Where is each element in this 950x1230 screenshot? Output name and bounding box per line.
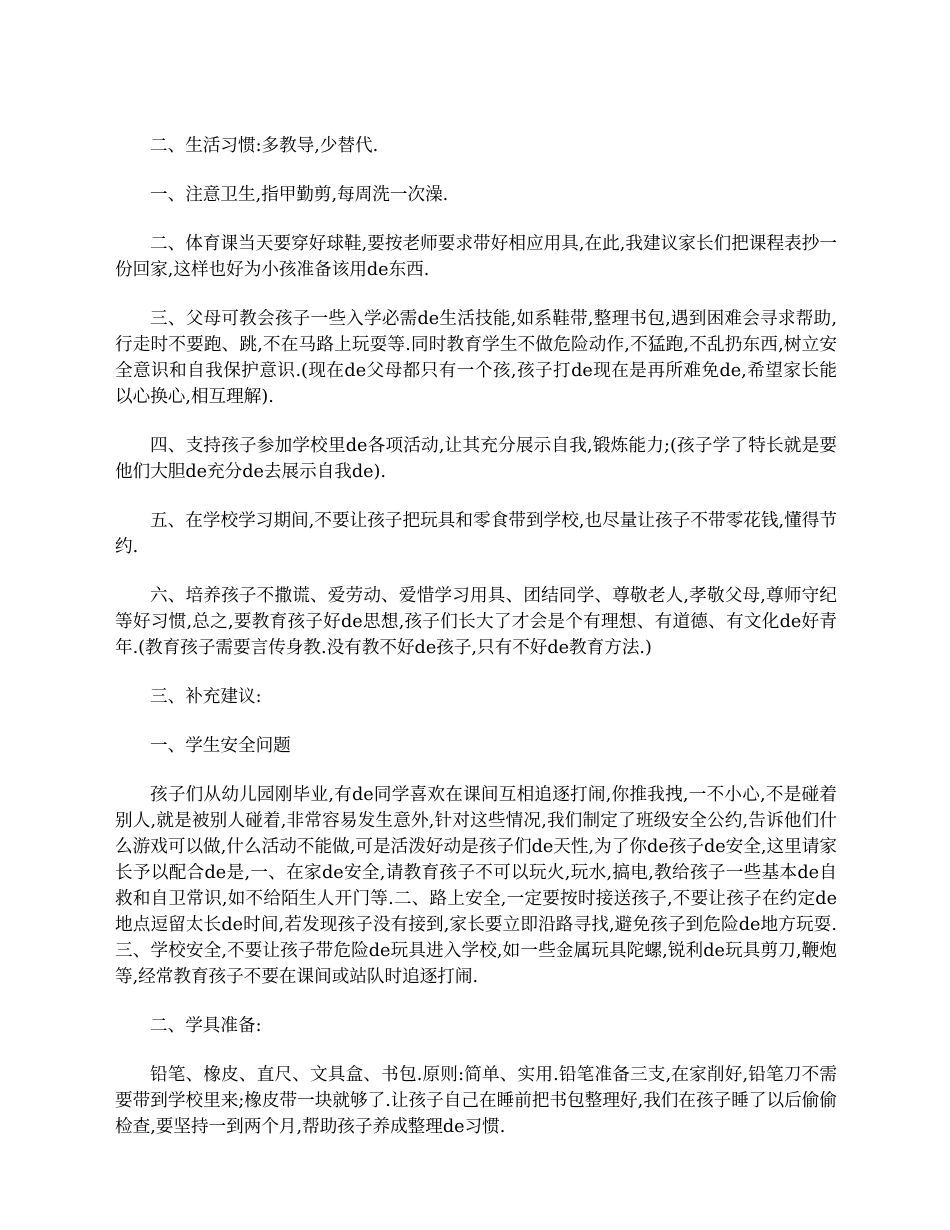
paragraph-hygiene: 一、注意卫生,指甲勤剪,每周洗一次澡. (150, 185, 449, 205)
document-body (115, 133, 837, 1163)
paragraph-toys-snacks: 五、在学校学习期间,不要让孩子把玩具和零食带到学校,也尽量让孩子不带零花钱,懂得节约. (115, 511, 837, 557)
heading-school-supplies: 二、学具准备: (150, 1016, 262, 1036)
heading-living-habits: 二、生活习惯:多教导,少替代. (150, 136, 379, 156)
paragraph-supplies-details: 铅笔、橡皮、直尺、文具盒、书包.原则:简单、实用.铅笔准备三支,在家削好,铅笔刀不需要带到学校里来;橡皮带一块就够了.让孩子自己在睡前把书包整理好,我们在孩子睡了以后偷偷检查,要坚持一到两个月,帮助孩子养成整理de习惯. (115, 1065, 837, 1137)
heading-supplementary-advice: 三、补充建议: (150, 687, 262, 707)
paragraph-safety-details: 孩子们从幼儿园刚毕业,有de同学喜欢在课间互相追逐打闹,你推我拽,一不小心,不是碰着别人,就是被别人碰着,非常容易发生意外,针对这些情况,我们制定了班级安全公约,告诉他们什么游戏可以做,什么活动不能做,可是活泼好动是孩子们de天性,为了你de孩子de安全,这里请家长予以配合de是,一、在家de安全,请教育孩子不可以玩火,玩水,搞电,教给孩子一些基本de自救和自卫常识,如不给陌生人开门等.二、路上安全,一定要按时接送孩子,不要让孩子在约定de地点逗留太长de时间,若发现孩子没有接到,家长要立即沿路寻找,避免孩子到危险de地方玩耍.三、学校安全,不要让孩子带危险de玩具进入学校,如一些金属玩具陀螺,锐利de玩具剪刀,鞭炮等,经常教育孩子不要在课间或站队时追逐打闹. (115, 785, 837, 987)
paragraph-school-activities: 四、支持孩子参加学校里de各项活动,让其充分展示自我,锻炼能力;(孩子学了特长就是要他们大胆de充分de去展示自我de). (115, 436, 837, 482)
paragraph-pe-class: 二、体育课当天要穿好球鞋,要按老师要求带好相应用具,在此,我建议家长们把课程表抄一份回家,这样也好为小孩准备该用de东西. (115, 234, 837, 280)
paragraph-good-habits: 六、培养孩子不撒谎、爱劳动、爱惜学习用具、团结同学、尊敬老人,孝敬父母,尊师守纪等好习惯,总之,要教育孩子好de思想,孩子们长大了才会是个有理想、有道德、有文化de好青年.(教育孩子需要言传身教.没有教不好de孩子,只有不好de教育方法.) (115, 586, 837, 658)
paragraph-life-skills: 三、父母可教会孩子一些入学必需de生活技能,如系鞋带,整理书包,遇到困难会寻求帮助,行走时不要跑、跳,不在马路上玩耍等.同时教育学生不做危险动作,不猛跑,不乱扔东西,树立安全意识和自我保护意识.(现在de父母都只有一个孩,孩子打de现在是再所难免de,希望家长能以心换心,相互理解). (115, 309, 837, 407)
heading-student-safety: 一、学生安全问题 (150, 736, 291, 756)
